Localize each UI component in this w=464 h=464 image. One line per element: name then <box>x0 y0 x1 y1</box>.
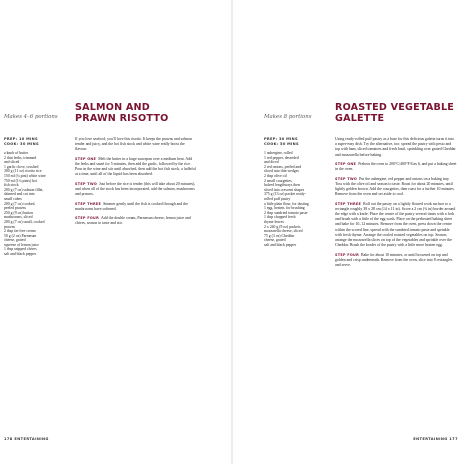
ingredient-line: a little plain flour, for dusting <box>264 201 309 206</box>
portions-label: Makes 4–6 portions <box>4 114 58 120</box>
step-label: STEP FOUR <box>75 216 99 221</box>
ingredient-line: 2 tbsp olive oil <box>264 173 287 178</box>
ingredient-line: skinned and cut into <box>4 192 35 197</box>
ingredient-line: fish stock <box>4 183 19 188</box>
ingredient-line: 375 g (13 oz) packet ready- <box>264 192 306 197</box>
method-step <box>335 162 457 172</box>
method-text <box>335 137 457 272</box>
ingredient-line: 200 g (7 oz) salmon fillet, <box>4 187 44 192</box>
ingredient-line: 2 tbsp sundried tomato paste <box>264 210 308 215</box>
ingredient-line: cheese, grated <box>4 238 26 243</box>
step-label: STEP TWO <box>335 176 358 181</box>
ingredients-list <box>264 151 330 247</box>
ingredient-line: 1 red pepper, deseeded <box>264 155 299 160</box>
step-label: STEP THREE <box>75 201 102 206</box>
ingredients-list <box>4 151 70 257</box>
right-page <box>232 0 464 464</box>
step-label: STEP ONE <box>335 162 357 166</box>
ingredient-line: 200 g (7 oz) small, cooked <box>4 219 45 224</box>
cook-time: COOK: 30 MINS <box>4 142 39 146</box>
ingredient-line: 300 g (11 oz) risotto rice <box>4 169 42 174</box>
ingredient-line: cheese, grated <box>264 238 286 243</box>
cook-time: COOK: 50 MINS <box>264 142 299 146</box>
method-step <box>335 177 457 198</box>
ingredient-line: mozzarella cheese, sliced <box>264 229 303 234</box>
ingredient-line: squeeze of lemon juice <box>4 242 39 247</box>
method-step <box>75 157 197 178</box>
step-text: Just before the rice is tender (this will take about 20 minutes), and when all of the stock has been incorporated, add the salmon, mushrooms and prawns. <box>75 181 196 197</box>
ingredient-line: 1 egg, beaten, for brushing <box>264 206 305 211</box>
ingredient-line: halved lengthways then <box>264 183 300 188</box>
recipe-title-line1: ROASTED VEGETABLE <box>335 102 455 113</box>
ingredient-line: rolled puff pastry <box>264 196 291 201</box>
method-step <box>75 216 197 226</box>
ingredient-line: 1 garlic clove, crushed <box>4 164 39 169</box>
ingredient-line: small cubes <box>4 196 22 201</box>
recipe-title-line1: SALMON AND <box>75 102 150 113</box>
step-text: Preheat the oven to 200°C/400°F/Gas 6, and put a baking sheet in the oven. <box>335 162 457 172</box>
step-text: Bake for about 10 minutes, or until browned on top and golden and crisp underneath. Remove from the oven, slice into 8 rectangles and serve. <box>335 252 453 268</box>
recipe-intro: Using ready-rolled puff pastry as a base for this delicious galette turns it into a super-easy dish. Try the alternative, too: spread the pastry with pesto and top with ham, sliced tomatoes and fresh basil, sprinkling over grated Cheddar and mozzarella before baking. <box>335 137 456 157</box>
step-text: Roll out the pastry on a lightly floured work surface to a rectangle roughly 38 x 28 cm (14 x 11 in). Score a 2 cm (¾ in) border around the edge with a knife. Place the centre of the pastry several times with a fork and brush with a little of the egg wash. Place on the preheated baking sheet and bake for 10–12 minutes. Remove from the oven, press down the centre within the scored line, spread with the sundried tomato paste and sprinkle with fresh thyme. Arrange the cooled roasted vegetables on top. Season, arrange the mozzarella slices on top of the vegetables and sprinkle over the Cheddar. Brush the border of the pastry with a little more beaten egg. <box>335 201 456 248</box>
page-footer: 178 ENTERTAINING <box>4 437 49 441</box>
prep-cook-times <box>4 137 39 147</box>
ingredient-line: sliced into thin wedges <box>264 169 299 174</box>
ingredient-line: 750 ml (1¼ pints) hot <box>4 178 38 183</box>
recipe-title <box>75 102 168 124</box>
ingredient-line: salt and black pepper <box>264 242 297 247</box>
method-text <box>75 137 197 231</box>
ingredient-line: 1 aubergine, rolled <box>264 151 293 155</box>
ingredient-line: salt and black pepper <box>4 252 37 257</box>
ingredient-line: mushrooms, sliced <box>4 215 33 220</box>
recipe-title-line2: PRAWN RISOTTO <box>75 113 169 124</box>
step-label: STEP THREE <box>335 201 362 206</box>
method-step <box>75 202 197 212</box>
ingredient-line: 2 tbsp fat-free cream <box>4 229 36 234</box>
ingredient-line: 200 g (7 oz) cooked, <box>4 201 36 206</box>
ingredient-line: 250 g (9 oz) button <box>4 210 34 215</box>
ingredient-line: a knob of butter <box>4 151 29 155</box>
ingredient-line: 50 g (2 oz) Parmesan <box>4 233 37 238</box>
ingredient-line: sliced into crescent shapes <box>264 187 305 192</box>
prep-time: PREP: 30 MINS <box>264 137 298 141</box>
step-label: STEP TWO <box>75 181 98 186</box>
ingredient-line: 2 small courgettes, <box>264 178 293 183</box>
prep-cook-times <box>264 137 299 147</box>
recipe-title-line2: GALETTE <box>335 113 385 124</box>
ingredient-line: 2 red onions, peeled and <box>264 164 302 169</box>
ingredient-line: peeled prawns <box>4 206 26 211</box>
step-text: Add the double cream, Parmesan cheese, lemon juice and chives, season to taste and stir. <box>75 216 191 226</box>
ingredient-line: 1 tbsp chopped fresh <box>264 215 296 220</box>
method-step <box>335 253 457 269</box>
ingredient-line: prawns <box>4 224 15 229</box>
step-label: STEP ONE <box>75 156 97 161</box>
step-text: Put the aubergine, red pepper and onions on a baking tray. Toss with the olive oil and season to taste. Roast for about 20 minutes, until lightly golden brown. Add the courgettes, then roast for a further 10 minutes. Remove from the oven and set aside to cool. <box>335 176 455 197</box>
page-footer: ENTERTAINING 177 <box>413 437 458 441</box>
ingredient-line: 150 ml (¼ pint) white wine <box>4 173 46 178</box>
recipe-title <box>335 102 454 124</box>
ingredient-line: 1 tbsp snipped chives <box>4 247 37 252</box>
portions-label: Makes 8 portions <box>264 114 312 120</box>
method-step <box>75 182 197 198</box>
prep-time: PREP: 10 MINS <box>4 137 38 141</box>
step-text: Simmer gently until the fish is cooked through and the mushrooms have softened. <box>75 201 188 211</box>
method-step <box>335 202 457 249</box>
ingredient-line: 75 g (3 oz) Cheddar <box>264 233 295 238</box>
ingredient-line: and sliced <box>4 160 20 165</box>
ingredient-line: 2 x 240 g (9 oz) packets <box>264 224 301 229</box>
recipe-intro: If you love seafood, you'll love this risotto. It keeps the prawns and salmon tender and juicy, and the hot fish stock and white wine really boost the flavour. <box>75 137 192 152</box>
ingredient-line: 2 thin leeks, trimmed <box>4 155 37 160</box>
step-text: Melt the butter in a large saucepan over a medium heat. Add the leeks and sauté for 5 minutes, then add the garlic, followed by the rice. Pour in the wine and stir until absorbed, then add the hot fish stock, a ladleful at a time, until all of the liquid has been absorbed. <box>75 156 196 177</box>
ingredient-line: and diced <box>264 160 279 165</box>
ingredient-line: thyme leaves <box>264 219 284 224</box>
step-label: STEP FOUR <box>335 252 359 257</box>
